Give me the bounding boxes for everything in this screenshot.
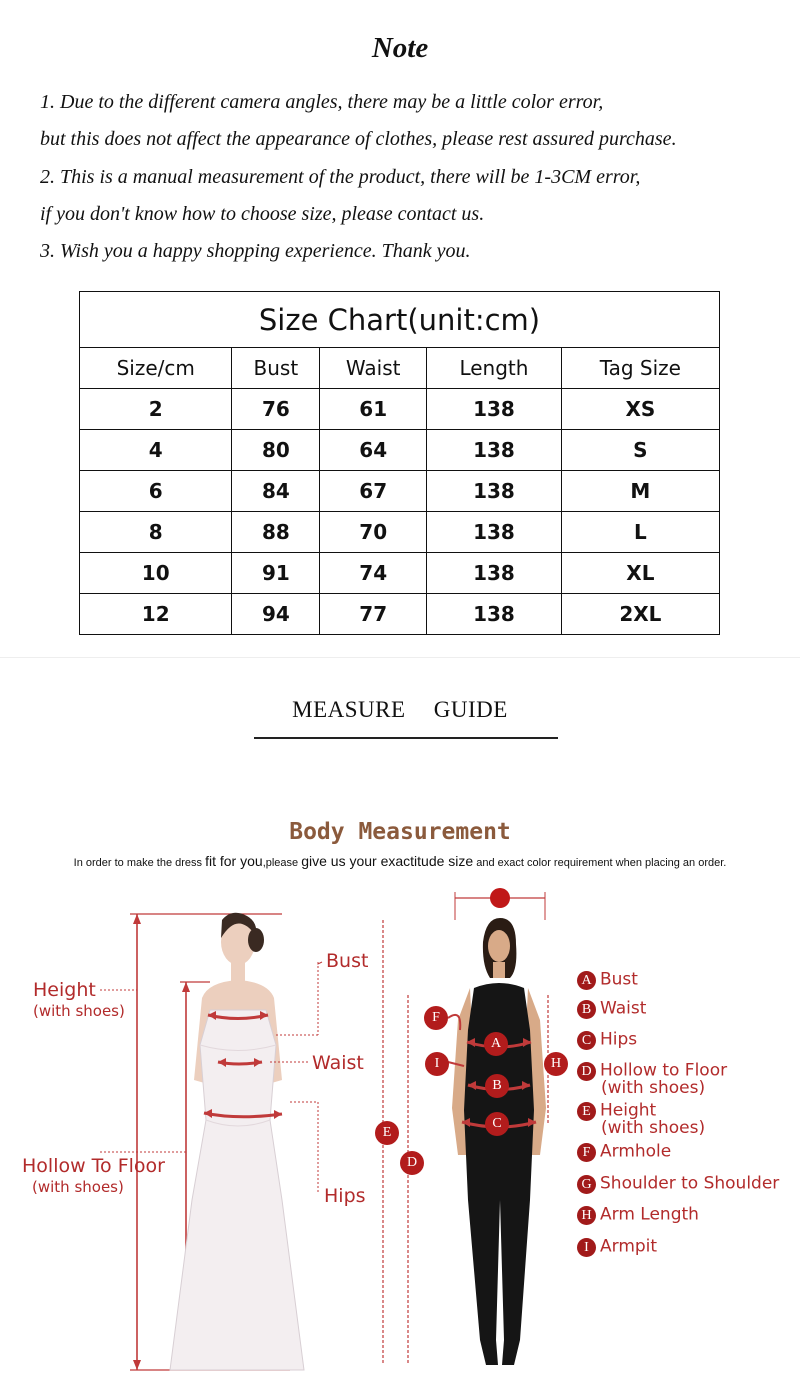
label-hollow-sub: (with shoes) bbox=[32, 1178, 124, 1196]
legend-item-height bbox=[577, 1100, 706, 1138]
subtitle-part: ,please bbox=[262, 857, 302, 869]
subtitle-emphasis: give us your exactitude size bbox=[301, 853, 474, 869]
cell-waist: 74 bbox=[320, 553, 427, 594]
legend-item-arm-length bbox=[577, 1205, 699, 1225]
legend-badge: D bbox=[577, 1062, 596, 1081]
legend-label: Bust bbox=[600, 969, 638, 990]
note-line-5: 3. Wish you a happy shopping experience. Thank you. bbox=[40, 240, 471, 262]
legend-badge: H bbox=[577, 1206, 596, 1225]
note-line-3: 2. This is a manual measurement of the product, there will be 1-3CM error, bbox=[40, 166, 641, 188]
header-tag-size: Tag Size bbox=[561, 348, 719, 389]
note-title: Note bbox=[371, 32, 429, 64]
legend-label: Armpit bbox=[600, 1236, 658, 1257]
legend-label: Waist bbox=[600, 998, 647, 1019]
cell-tag-size: L bbox=[561, 512, 719, 553]
note-line-1: 1. Due to the different camera angles, there may be a little color error, bbox=[40, 91, 604, 113]
label-bust: Bust bbox=[326, 950, 369, 972]
legend-label: Hollow to Floor bbox=[600, 1060, 728, 1081]
legend-sublabel: (with shoes) bbox=[601, 1078, 706, 1098]
label-waist: Waist bbox=[312, 1052, 364, 1074]
cell-length: 138 bbox=[427, 430, 562, 471]
table-row bbox=[80, 512, 720, 553]
size-chart-table bbox=[79, 291, 720, 635]
table-row bbox=[80, 594, 720, 635]
legend-sublabel: (with shoes) bbox=[601, 1118, 706, 1138]
cell-tag-size: M bbox=[561, 471, 719, 512]
legend-item-waist bbox=[577, 999, 646, 1019]
legend-badge: G bbox=[577, 1175, 596, 1194]
cell-waist: 77 bbox=[320, 594, 427, 635]
table-row bbox=[80, 389, 720, 430]
cell-bust: 94 bbox=[232, 594, 320, 635]
cell-bust: 84 bbox=[232, 471, 320, 512]
legend-badge: E bbox=[577, 1102, 596, 1121]
cell-tag-size: XL bbox=[561, 553, 719, 594]
legend-item-hips bbox=[577, 1030, 637, 1050]
legend-badge: B bbox=[577, 1000, 596, 1019]
legend-item-bust bbox=[577, 970, 638, 990]
cell-length: 138 bbox=[427, 512, 562, 553]
legend-label: Hips bbox=[600, 1029, 638, 1050]
size-chart-title: Size Chart(unit:cm) bbox=[80, 292, 720, 348]
label-height-sub: (with shoes) bbox=[33, 1002, 125, 1020]
cell-size: 8 bbox=[80, 512, 232, 553]
header-length: Length bbox=[427, 348, 562, 389]
legend-label: Height bbox=[600, 1100, 657, 1121]
table-row bbox=[80, 553, 720, 594]
cell-length: 138 bbox=[427, 594, 562, 635]
cell-bust: 80 bbox=[232, 430, 320, 471]
cell-length: 138 bbox=[427, 471, 562, 512]
legend-badge: A bbox=[577, 971, 596, 990]
marker-f: F bbox=[424, 1006, 448, 1030]
model-figure bbox=[383, 888, 548, 1365]
cell-size: 6 bbox=[80, 471, 232, 512]
marker-i: I bbox=[425, 1052, 449, 1076]
subtitle-part: and exact color requirement when placing an order. bbox=[473, 857, 727, 869]
body-measurement-title: Body Measurement bbox=[289, 819, 511, 845]
legend-item-shoulder bbox=[577, 1174, 779, 1194]
measure-guide-title: MEASURE GUIDE bbox=[292, 697, 508, 722]
bride-figure bbox=[100, 913, 322, 1370]
marker-c: C bbox=[485, 1112, 509, 1136]
subtitle-emphasis: fit for you bbox=[205, 853, 263, 869]
legend-badge: I bbox=[577, 1238, 596, 1257]
legend-label: Shoulder to Shoulder bbox=[600, 1173, 780, 1194]
legend-label: Arm Length bbox=[600, 1204, 699, 1225]
cell-bust: 91 bbox=[232, 553, 320, 594]
marker-a: A bbox=[484, 1032, 508, 1056]
cell-waist: 61 bbox=[320, 389, 427, 430]
cell-size: 12 bbox=[80, 594, 232, 635]
cell-size: 4 bbox=[80, 430, 232, 471]
cell-bust: 88 bbox=[232, 512, 320, 553]
size-chart-header-row bbox=[80, 348, 720, 389]
cell-bust: 76 bbox=[232, 389, 320, 430]
legend-item-armhole bbox=[577, 1142, 671, 1162]
header-waist: Waist bbox=[320, 348, 427, 389]
note-line-4: if you don't know how to choose size, please contact us. bbox=[40, 203, 485, 225]
table-row bbox=[80, 430, 720, 471]
label-height: Height bbox=[33, 979, 96, 1001]
label-hips: Hips bbox=[324, 1185, 366, 1207]
marker-h: H bbox=[544, 1052, 568, 1076]
marker-d: D bbox=[400, 1151, 424, 1175]
cell-waist: 67 bbox=[320, 471, 427, 512]
legend-badge: C bbox=[577, 1031, 596, 1050]
legend-item-armpit bbox=[577, 1237, 657, 1257]
cell-size: 10 bbox=[80, 553, 232, 594]
cell-size: 2 bbox=[80, 389, 232, 430]
subtitle-part: In order to make the dress bbox=[73, 857, 206, 869]
label-hollow-to-floor: Hollow To Floor bbox=[22, 1155, 165, 1177]
legend-badge: F bbox=[577, 1143, 596, 1162]
header-size: Size/cm bbox=[80, 348, 232, 389]
cell-tag-size: XS bbox=[561, 389, 719, 430]
cell-tag-size: 2XL bbox=[561, 594, 719, 635]
note-line-2: but this does not affect the appearance of clothes, please rest assured purchase. bbox=[40, 128, 677, 150]
measure-guide-underline bbox=[254, 737, 558, 739]
marker-e: E bbox=[375, 1121, 399, 1145]
cell-tag-size: S bbox=[561, 430, 719, 471]
cell-waist: 64 bbox=[320, 430, 427, 471]
header-bust: Bust bbox=[232, 348, 320, 389]
marker-b: B bbox=[485, 1074, 509, 1098]
cell-length: 138 bbox=[427, 389, 562, 430]
cell-waist: 70 bbox=[320, 512, 427, 553]
table-row bbox=[80, 471, 720, 512]
legend-label: Armhole bbox=[600, 1141, 672, 1162]
legend-item-hollow-to-floor bbox=[577, 1060, 728, 1098]
body-measurement-subtitle bbox=[0, 853, 800, 869]
cell-length: 138 bbox=[427, 553, 562, 594]
